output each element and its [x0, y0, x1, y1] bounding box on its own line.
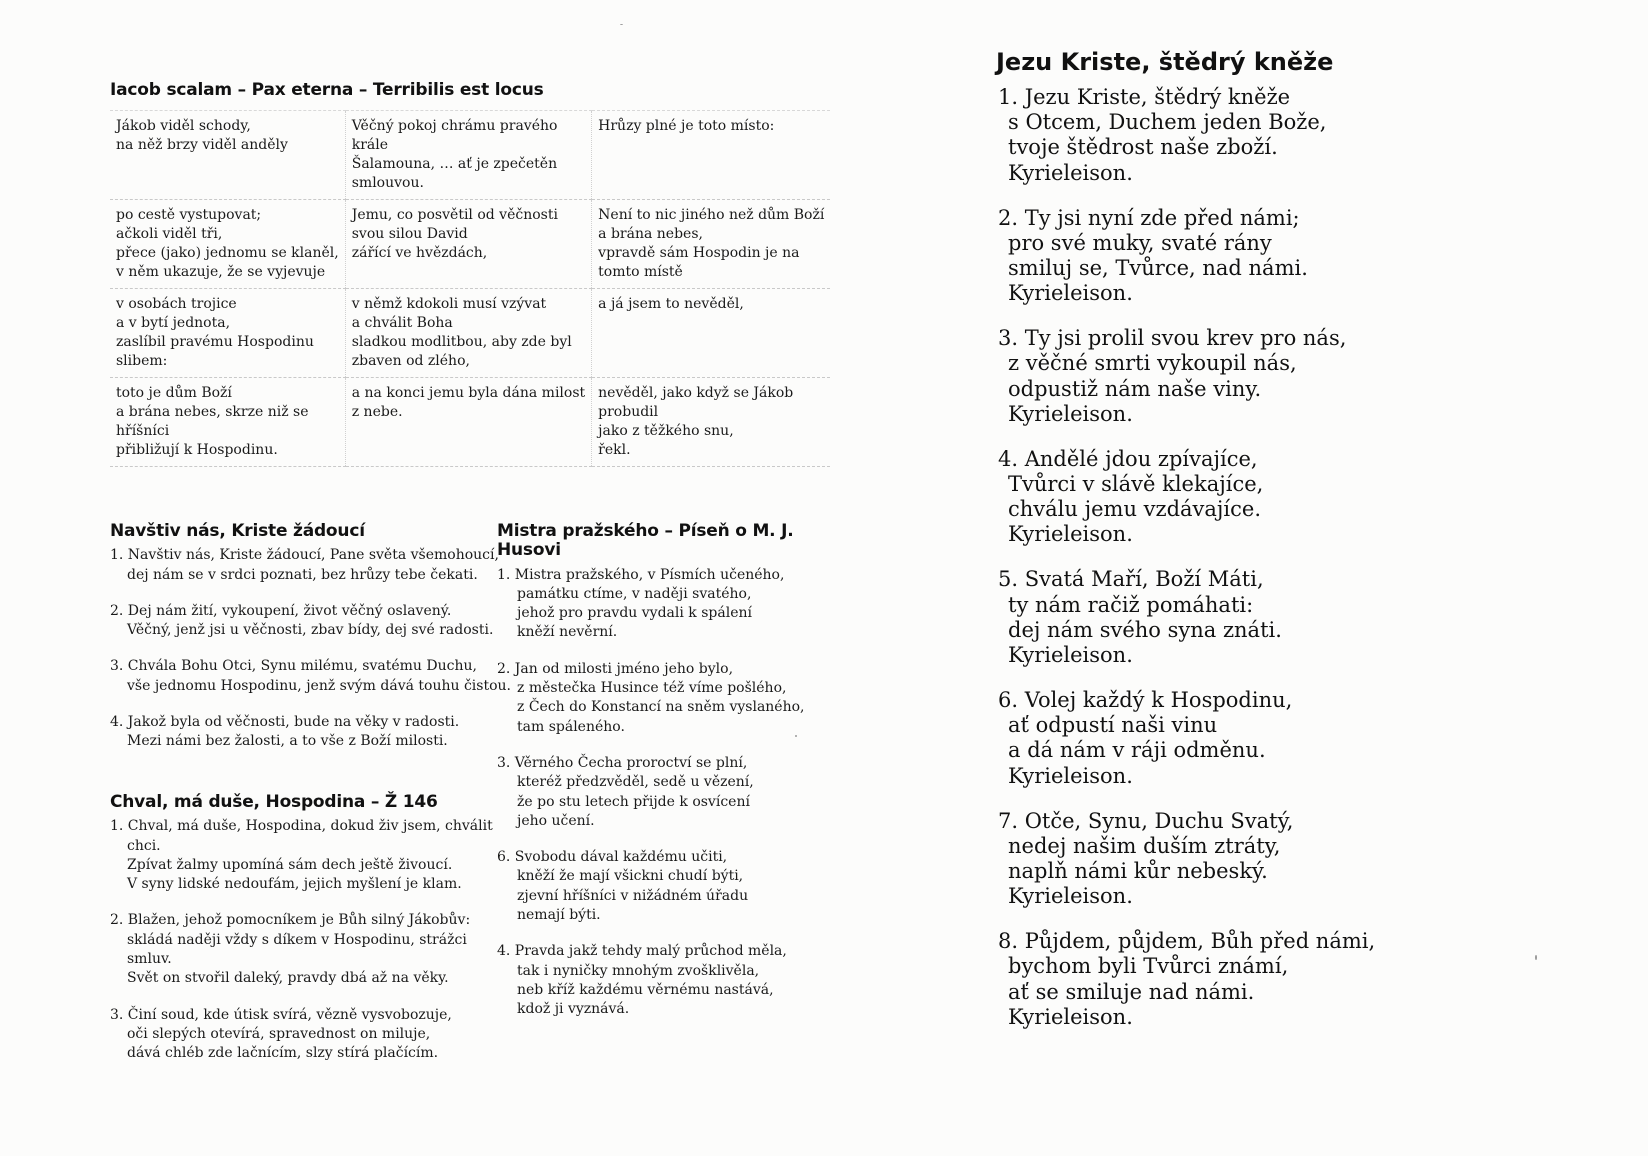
stanza — [998, 688, 1375, 789]
verse-line: 3. Chvála Bohu Otci, Synu milému, svatému Duchu, — [110, 658, 477, 675]
cell-line: vpravdě sám Hospodin je na — [598, 245, 800, 261]
verse-line: 6. Svobodu dával každému učiti, — [497, 849, 728, 866]
cell-line: zbaven od zlého, — [351, 353, 470, 369]
iacob-table-cell — [345, 289, 591, 378]
cell-line: Jákob viděl schody, — [116, 118, 251, 134]
stanza — [998, 85, 1375, 186]
verse-line: jeho učení. — [517, 812, 595, 829]
stanza — [110, 1006, 493, 1064]
verse-line: nedej našim duším ztráty, — [1008, 833, 1281, 858]
verse-line: ty nám račiž pomáhati: — [1008, 592, 1254, 617]
stanza — [110, 546, 511, 585]
iacob-table-row — [110, 200, 830, 289]
iacob-table-cell — [592, 200, 831, 289]
iacob-table-cell — [110, 289, 345, 378]
verse-line: že po stu letech přijde k osvícení — [517, 793, 750, 810]
verse-line: 2. Ty jsi nyní zde před námi; — [998, 205, 1300, 230]
cell-line: přibližují k Hospodinu. — [116, 442, 278, 458]
verse-line: 6. Volej každý k Hospodinu, — [998, 688, 1293, 713]
verse-line: neb kříž každému věrnému nastává, — [517, 981, 774, 998]
verse-line: kněží nevěrní. — [517, 624, 618, 641]
verse-line: s Otcem, Duchem jeden Bože, — [1008, 110, 1327, 135]
verse-line: odpustiž nám naše viny. — [1008, 376, 1262, 401]
iacob-scalam-table — [110, 110, 830, 467]
verse-line: 2. Blažen, jehož pomocníkem je Bůh silný Jákobův: — [110, 912, 471, 929]
verse-line: 3. Činí soud, kde útisk svírá, vězně vysvobozuje, — [110, 1006, 452, 1023]
verse-line: 1. Chval, má duše, Hospodina, dokud živ jsem, chválit — [110, 818, 493, 835]
cell-line: v něm ukazuje, že se vyjevuje — [116, 264, 326, 280]
verse-line: 3. Ty jsi prolil svou krev pro nás, — [998, 326, 1347, 351]
cell-line: a brána nebes, skrze niž se — [116, 404, 309, 420]
song-chval-ma-duse-title: Chval, má duše, Hospodina – Ž 146 — [110, 792, 438, 812]
iacob-table-cell — [592, 111, 831, 200]
verse-line: z věčné smrti vykoupil nás, — [1008, 351, 1297, 376]
cell-line: zaslíbil pravému Hospodinu — [116, 334, 314, 350]
stanza — [497, 942, 860, 1019]
verse-line: 2. Dej nám žití, vykoupení, život věčný oslavený. — [110, 602, 452, 619]
scan-speck — [1535, 955, 1537, 960]
verse-line: tvoje štědrost naše zboží. — [1008, 135, 1278, 160]
verse-line: zjevní hříšníci v nižádném úřadu — [517, 887, 749, 904]
stanza — [497, 660, 860, 737]
verse-line: Svět on stvořil daleký, pravdy dbá až na věky. — [127, 970, 449, 987]
cell-line: sladkou modlitbou, aby zde byl — [351, 334, 572, 350]
stanza — [110, 911, 493, 988]
cell-line: jako z těžkého snu, — [598, 423, 734, 439]
cell-line: v osobách trojice — [116, 296, 237, 312]
verse-line: 8. Půjdem, půjdem, Bůh před námi, — [998, 929, 1376, 954]
verse-line: 1. Navštiv nás, Kriste žádoucí, Pane světa všemohoucí, — [110, 547, 499, 564]
verse-line: Mezi námi bez žalosti, a to vše z Boží milosti. — [127, 733, 448, 750]
verse-line: smluv. — [127, 951, 172, 968]
verse-line: skládá naději vždy s díkem v Hospodinu, strážci — [127, 931, 467, 948]
verse-line: 1. Mistra pražského, v Písmích učeného, — [497, 566, 785, 583]
cell-line: po cestě vystupovat; — [116, 207, 262, 223]
verse-line: kdož ji vyznává. — [517, 1001, 630, 1018]
stanza — [998, 809, 1375, 910]
verse-line: bychom byli Tvůrci známí, — [1008, 954, 1289, 979]
stanza — [497, 754, 860, 831]
cell-line: Věčný pokoj chrámu pravého — [351, 118, 558, 134]
iacob-table-cell — [110, 111, 345, 200]
cell-line: krále — [351, 137, 389, 153]
verse-line: Zpívat žalmy upomíná sám dech ještě živoucí. — [127, 856, 453, 873]
cell-line: a já jsem to nevěděl, — [598, 296, 744, 312]
right-page — [980, 0, 1648, 1156]
stanza — [998, 326, 1375, 427]
verse-line: Kyrieleison. — [1008, 1004, 1133, 1029]
verse-line: ať se smiluje nad námi. — [1008, 979, 1255, 1004]
cell-line: svou silou David — [351, 226, 468, 242]
scan-speck — [620, 24, 623, 25]
verse-line: z Čech do Konstancí na sněm vyslaného, — [517, 699, 805, 716]
cell-line: smlouvou. — [351, 175, 424, 191]
verse-line: 4. Andělé jdou zpívajíce, — [998, 446, 1258, 471]
verse-line: 4. Jakož byla od věčnosti, bude na věky v radosti. — [110, 714, 460, 731]
verse-line: nemají býti. — [517, 907, 601, 924]
verse-line: ať odpustí naši vinu — [1008, 713, 1218, 738]
cell-line: přece (jako) jednomu se klaněl, — [116, 245, 339, 261]
verse-line: 2. Jan od milosti jméno jeho bylo, — [497, 660, 734, 677]
stanza — [998, 929, 1375, 1030]
iacob-table-cell — [592, 378, 831, 467]
iacob-table-cell — [345, 111, 591, 200]
scan-speck — [795, 735, 797, 737]
cell-line: zářící ve hvězdách, — [351, 245, 488, 261]
cell-line: probudil — [598, 404, 659, 420]
verse-line: 3. Věrného Čecha proroctví se plní, — [497, 754, 748, 771]
verse-line: pro své muky, svaté rány — [1008, 230, 1272, 255]
verse-line: dej nám svého syna znáti. — [1008, 617, 1282, 642]
verse-line: jehož pro pravdu vydali k spálení — [517, 605, 752, 622]
stanza — [998, 206, 1375, 307]
verse-line: oči slepých otevírá, spravednost on miluje, — [127, 1025, 431, 1042]
verse-line: kněží že mají všickni chudí býti, — [517, 868, 744, 885]
verse-line: tak i nyničky mnohým zvošklivěla, — [517, 962, 760, 979]
verse-line: kteréž předzvěděl, sedě u vězení, — [517, 774, 754, 791]
cell-line: a brána nebes, — [598, 226, 703, 242]
stanza — [110, 713, 511, 752]
stanza — [110, 602, 511, 641]
verse-line: 4. Pravda jakž tehdy malý průchod měla, — [497, 943, 787, 960]
verse-line: tam spáleného. — [517, 718, 625, 735]
cell-line: Jemu, co posvětil od věčnosti — [351, 207, 558, 223]
iacob-scalam-title: Iacob scalam – Pax eterna – Terribilis est locus — [110, 80, 544, 100]
verse-line: chci. — [127, 837, 161, 854]
verse-line: chválu jemu vzdávajíce. — [1008, 497, 1262, 522]
verse-line: 1. Jezu Kriste, štědrý kněže — [998, 85, 1291, 109]
cell-line: Šalamouna, … ať je zpečetěn — [351, 156, 558, 172]
iacob-table-cell — [592, 289, 831, 378]
cell-line: a v bytí jednota, — [116, 315, 231, 331]
iacob-table-row — [110, 378, 830, 467]
iacob-table-row — [110, 289, 830, 378]
verse-line: Kyrieleison. — [1008, 643, 1133, 668]
verse-line: Kyrieleison. — [1008, 522, 1133, 547]
cell-line: Není to nic jiného než dům Boží — [598, 207, 825, 223]
iacob-table-cell — [345, 378, 591, 467]
cell-line: slibem: — [116, 353, 168, 369]
verse-line: 7. Otče, Synu, Duchu Svatý, — [998, 808, 1294, 833]
iacob-table-cell — [110, 200, 345, 289]
stanza — [497, 848, 860, 925]
verse-line: z městečka Husince též víme pošlého, — [517, 680, 787, 697]
stanza — [110, 657, 511, 696]
cell-line: a na konci jemu byla dána milost — [351, 385, 586, 401]
verse-line: 5. Svatá Maří, Boží Máti, — [998, 567, 1264, 592]
verse-line: naplň námi kůr nebeský. — [1008, 859, 1268, 884]
cell-line: na něž brzy viděl anděly — [116, 137, 288, 153]
cell-line: nevěděl, jako když se Jákob — [598, 385, 794, 401]
song-jezu-kriste — [998, 85, 1375, 1050]
song-mistra-prazskeho-title: Mistra pražského – Píseň o M. J. Husovi — [497, 521, 794, 561]
cell-line: ačkoli viděl tři, — [116, 226, 223, 242]
verse-line: smiluj se, Tvůrce, nad námi. — [1008, 256, 1308, 281]
cell-line: tomto místě — [598, 264, 683, 280]
song-navstiv-nas — [110, 522, 511, 769]
verse-line: dej nám se v srdci poznati, bez hrůzy tebe čekati. — [127, 566, 478, 583]
verse-line: vše jednomu Hospodinu, jenž svým dává touhu čistou. — [127, 677, 511, 694]
cell-line: Hrůzy plné je toto místo: — [598, 118, 775, 134]
cell-line: z nebe. — [351, 404, 403, 420]
verse-line: Kyrieleison. — [1008, 401, 1133, 426]
cell-line: toto je dům Boží — [116, 385, 232, 401]
cell-line: a chválit Boha — [351, 315, 453, 331]
iacob-table-cell — [110, 378, 345, 467]
verse-line: památku ctíme, v naději svatého, — [517, 585, 752, 602]
verse-line: a dá nám v ráji odměnu. — [1008, 738, 1266, 763]
stanza — [998, 447, 1375, 548]
verse-line: Kyrieleison. — [1008, 884, 1133, 909]
verse-line: dává chléb zde lačnícím, slzy stírá plačícím. — [127, 1045, 439, 1062]
verse-line: Kyrieleison. — [1008, 160, 1133, 185]
verse-line: Kyrieleison. — [1008, 281, 1133, 306]
verse-line: Věčný, jenž jsi u věčnosti, zbav bídy, dej své radosti. — [127, 622, 494, 639]
verse-line: Kyrieleison. — [1008, 763, 1133, 788]
iacob-table-row — [110, 111, 830, 200]
song-navstiv-nas-title: Navštiv nás, Kriste žádoucí — [110, 521, 365, 541]
song-mistra-prazskeho — [497, 522, 860, 1037]
iacob-table-cell — [345, 200, 591, 289]
song-jezu-kriste-title: Jezu Kriste, štědrý kněže — [996, 48, 1334, 76]
cell-line: v němž kdokoli musí vzývat — [351, 296, 547, 312]
verse-line: Tvůrci v slávě klekajíce, — [1008, 472, 1264, 497]
stanza — [998, 567, 1375, 668]
stanza — [497, 566, 860, 643]
cell-line: řekl. — [598, 442, 631, 458]
cell-line: hříšníci — [116, 423, 170, 439]
stanza — [110, 817, 493, 894]
verse-line: V syny lidské nedoufám, jejich myšlení je klam. — [127, 876, 462, 893]
song-chval-ma-duse — [110, 793, 493, 1081]
